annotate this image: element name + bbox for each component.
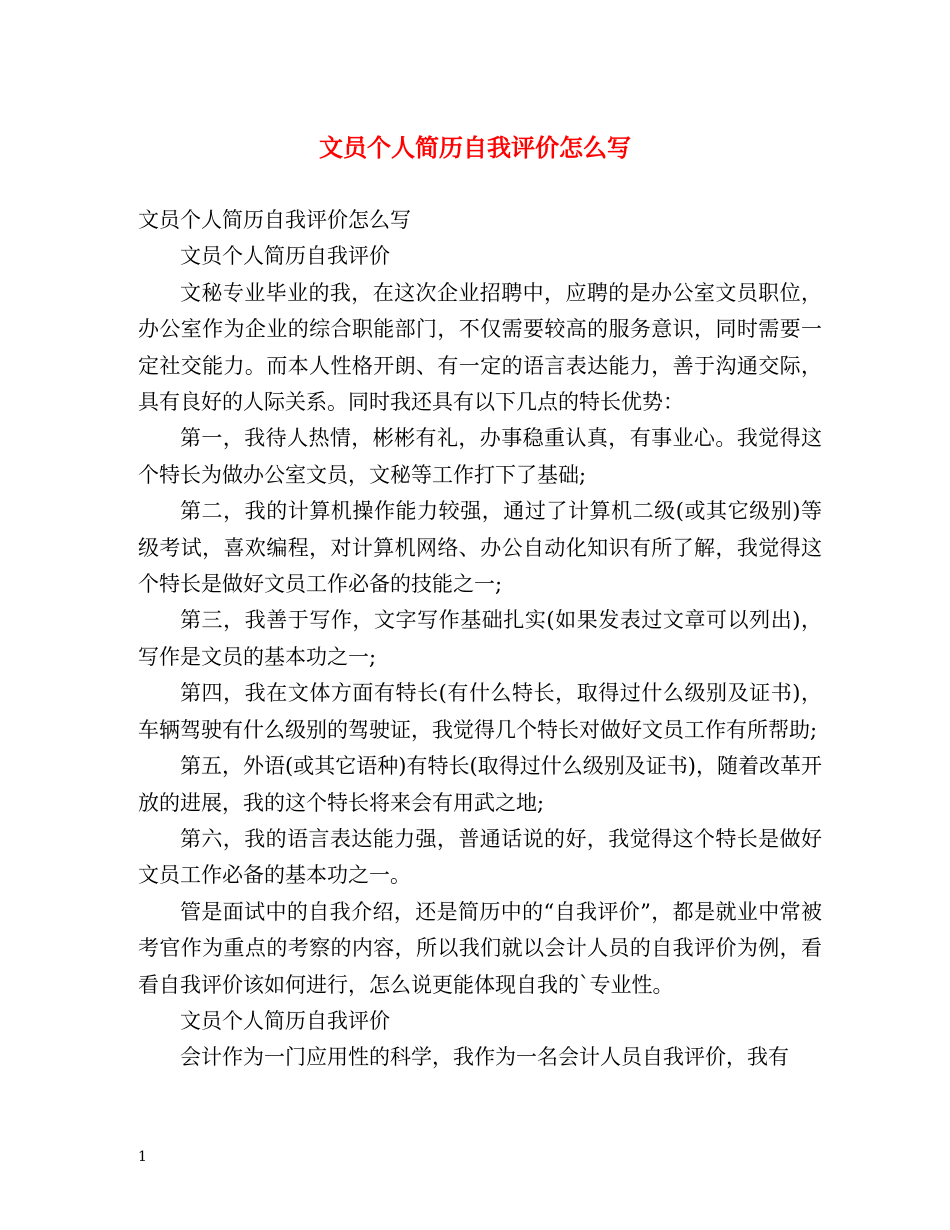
paragraph-interview: 管是面试中的自我介绍，还是简历中的“自我评价”，都是就业中常被考官作为重点的考察的内容，所以我们就以会计人员的自我评价为例，看看自我评价该如何进行，怎么说更能体现自我的`专业性。 [138, 899, 822, 997]
paragraph-point-5: 第五，外语(或其它语种)有特长(取得过什么级别及证书)，随着改革开放的进展，我的这个特长将来会有用武之地; [138, 754, 822, 815]
page-number: 1 [138, 1149, 147, 1165]
paragraph-subheading: 文员个人简历自我评价 [180, 244, 390, 269]
document-title: 文员个人简历自我评价怎么写 [319, 133, 631, 162]
paragraph-accounting: 会计作为一门应用性的科学，我作为一名会计人员自我评价，我有 [180, 1045, 789, 1070]
paragraph-subheading-2: 文员个人简历自我评价 [180, 1008, 390, 1033]
document-body [138, 202, 822, 1076]
paragraph-point-1: 第一，我待人热情，彬彬有礼，办事稳重认真，有事业心。我觉得这个特长为做办公室文员，文秘等工作打下了基础; [138, 426, 822, 487]
paragraph-point-3: 第三，我善于写作，文字写作基础扎实(如果发表过文章可以列出)，写作是文员的基本功之一; [138, 608, 822, 669]
paragraph-point-2: 第二，我的计算机操作能力较强，通过了计算机二级(或其它级别)等级考试，喜欢编程，对计算机网络、办公自动化知识有所了解，我觉得这个特长是做好文员工作必备的技能之一; [138, 499, 822, 597]
paragraph-intro: 文秘专业毕业的我，在这次企业招聘中，应聘的是办公室文员职位，办公室作为企业的综合职能部门，不仅需要较高的服务意识，同时需要一定社交能力。而本人性格开朗、有一定的语言表达能力，善于沟通交际，具有良好的人际关系。同时我还具有以下几点的特长优势： [138, 280, 822, 415]
paragraph-point-6: 第六，我的语言表达能力强，普通话说的好，我觉得这个特长是做好文员工作必备的基本功之一。 [138, 826, 822, 888]
paragraph-heading: 文员个人简历自我评价怎么写 [138, 208, 411, 232]
paragraph-point-4: 第四，我在文体方面有特长(有什么特长，取得过什么级别及证书)，车辆驾驶有什么级别的驾驶证，我觉得几个特长对做好文员工作有所帮助; [138, 681, 822, 742]
